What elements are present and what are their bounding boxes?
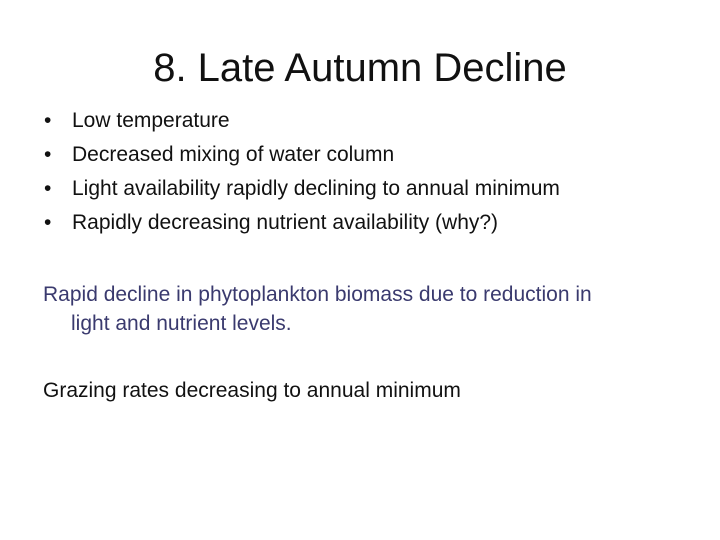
bullet-item	[44, 206, 704, 240]
bullet-icon: •	[44, 177, 52, 200]
bullet-icon: •	[44, 211, 52, 234]
slide-title: 8. Late Autumn Decline	[153, 46, 567, 90]
bullet-item	[44, 104, 704, 138]
grazing-paragraph: Grazing rates decreasing to annual minimum	[43, 379, 461, 402]
bullet-icon: •	[44, 109, 52, 132]
bullet-item	[44, 172, 704, 206]
bullet-text: Rapidly decreasing nutrient availability (why?)	[72, 211, 499, 234]
biomass-decline-paragraph	[43, 280, 693, 338]
paragraph-line: light and nutrient levels.	[71, 312, 292, 335]
bullet-text: Decreased mixing of water column	[72, 143, 395, 166]
bullet-list	[44, 104, 704, 240]
bullet-icon: •	[44, 143, 52, 166]
bullet-text: Light availability rapidly declining to annual minimum	[72, 177, 560, 200]
bullet-item	[44, 138, 704, 172]
bullet-text: Low temperature	[72, 109, 230, 132]
paragraph-line: Rapid decline in phytoplankton biomass due to reduction in	[43, 283, 592, 306]
